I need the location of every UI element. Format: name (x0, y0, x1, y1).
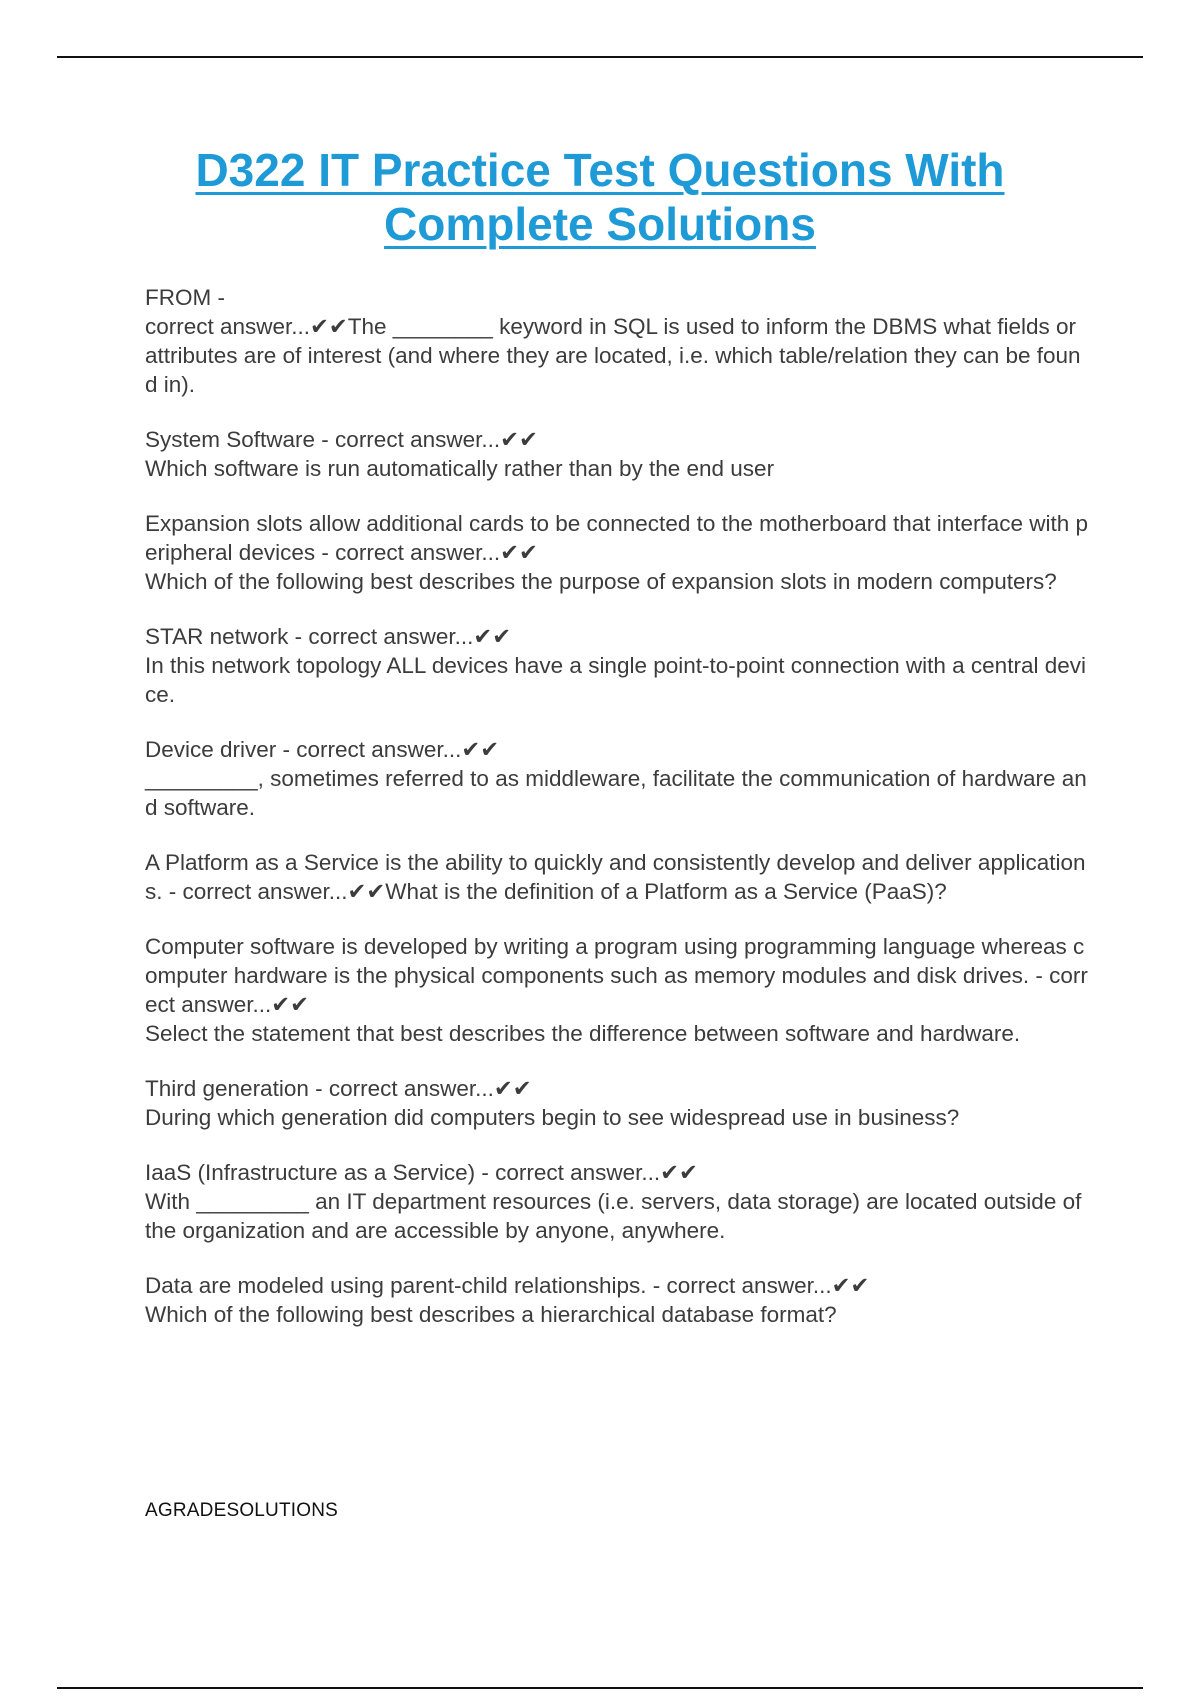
document-title (140, 143, 1060, 251)
title-line-2: Complete Solutions (384, 198, 816, 250)
qa-answer: STAR network - correct answer...✔✔ (145, 624, 512, 649)
qa-answer: FROM - (145, 285, 225, 310)
qa-answer: Expansion slots allow additional cards to be connected to the motherboard that interface with peripheral devices - correct answer...✔✔ (145, 511, 1089, 565)
qa-question: In this network topology ALL devices have a single point-to-point connection with a central device. (145, 653, 1086, 707)
qa-answer: IaaS (Infrastructure as a Service) - correct answer...✔✔ (145, 1160, 698, 1185)
qa-question: During which generation did computers begin to see widespread use in business? (145, 1105, 960, 1130)
qa-item (145, 509, 1090, 596)
qa-item (145, 1074, 1090, 1132)
qa-answer: Computer software is developed by writing a program using programming language whereas computer hardware is the physical components such as memory modules and disk drives. - correct answer...✔✔ (145, 934, 1088, 1017)
qa-question: _________, sometimes referred to as middleware, facilitate the communication of hardware and software. (145, 766, 1087, 820)
qa-question: correct answer...✔✔The ________ keyword in SQL is used to inform the DBMS what fields or attributes are of interest (and where they are located, i.e. which table/relation they can be found in). (145, 314, 1081, 397)
qa-answer: A Platform as a Service is the ability to quickly and consistently develop and deliver applications. - correct answer...✔✔What is the definition of a Platform as a Service (PaaS)? (145, 850, 1086, 904)
qa-item (145, 1271, 1090, 1329)
qa-question: Select the statement that best describes the difference between software and hardware. (145, 1021, 1021, 1046)
qa-item (145, 735, 1090, 822)
qa-item (145, 622, 1090, 709)
footer-brand: AGRADESOLUTIONS (145, 1500, 339, 1521)
qa-item (145, 848, 1090, 906)
qa-item (145, 1158, 1090, 1245)
header-rule (57, 56, 1143, 58)
qa-question: Which of the following best describes a hierarchical database format? (145, 1302, 837, 1327)
qa-item (145, 283, 1090, 399)
qa-item (145, 425, 1090, 483)
qa-question: With _________ an IT department resources (i.e. servers, data storage) are located outside of the organization and are accessible by anyone, anywhere. (145, 1189, 1082, 1243)
qa-answer: Data are modeled using parent-child relationships. - correct answer...✔✔ (145, 1273, 870, 1298)
qa-question: Which software is run automatically rather than by the end user (145, 456, 775, 481)
qa-answer: System Software - correct answer...✔✔ (145, 427, 538, 452)
footer-rule (57, 1687, 1143, 1689)
qa-item (145, 932, 1090, 1048)
qa-question: Which of the following best describes the purpose of expansion slots in modern computers? (145, 569, 1057, 594)
qa-answer: Third generation - correct answer...✔✔ (145, 1076, 532, 1101)
title-line-1: D322 IT Practice Test Questions With (195, 144, 1005, 196)
qa-answer: Device driver - correct answer...✔✔ (145, 737, 500, 762)
qa-list (145, 283, 1090, 1355)
